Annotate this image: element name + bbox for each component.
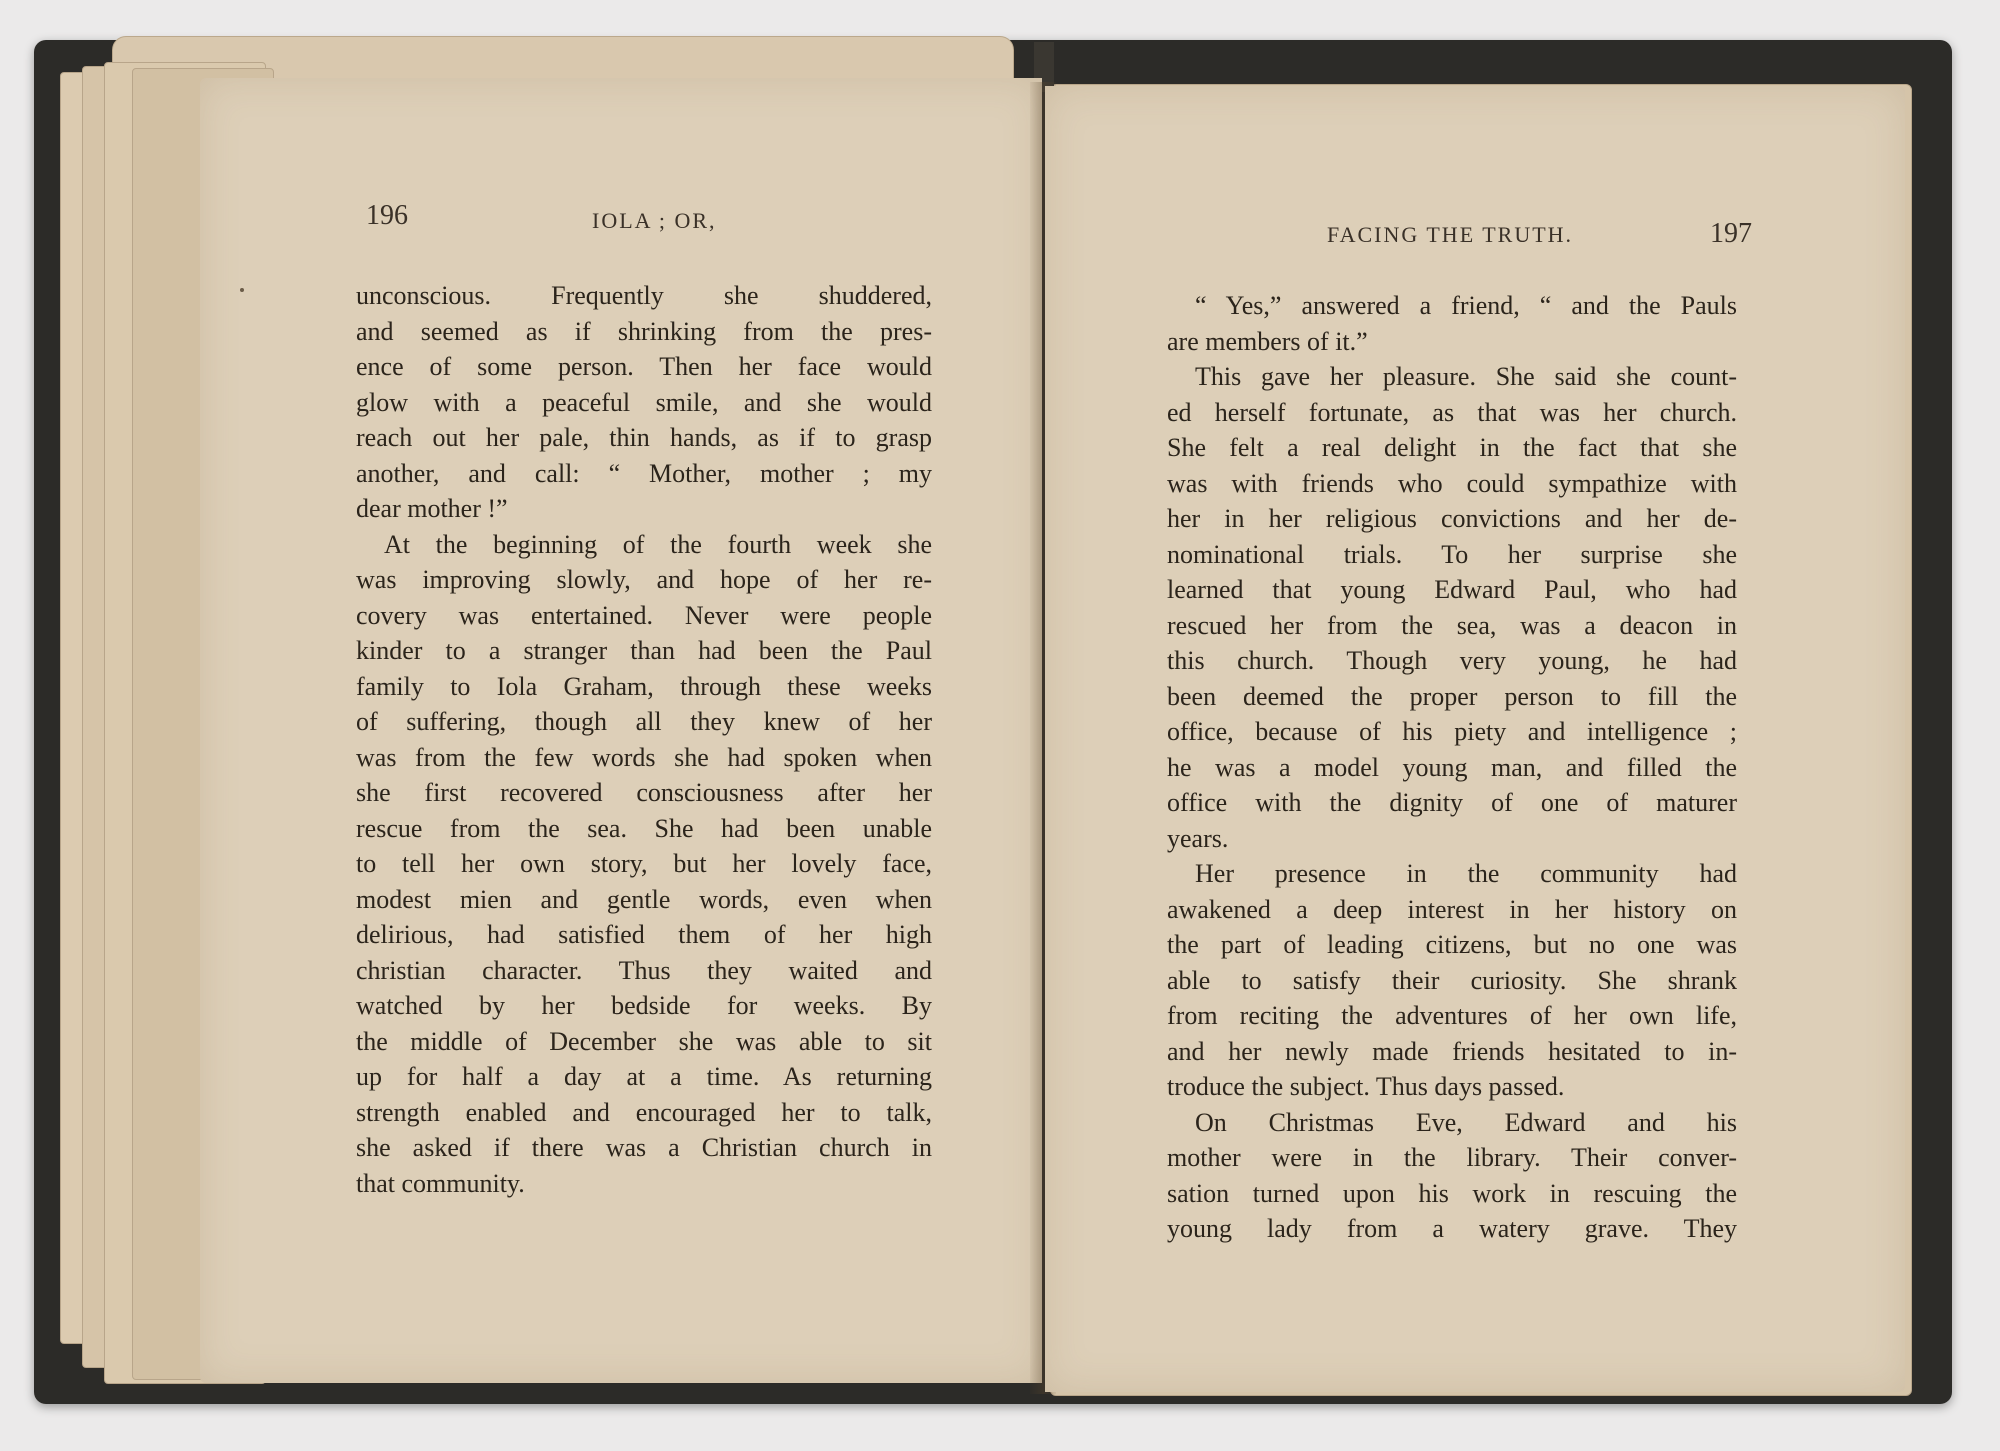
text-line: the part of leading citizens, but no one was: [1167, 930, 1737, 959]
text-line: ed herself fortunate, as that was her church.: [1167, 397, 1737, 427]
text-line: nominational trials. To her surprise she: [1167, 539, 1737, 569]
text-line: “ Yes,” answered a friend, “ and the Pauls: [1195, 291, 1737, 320]
text-line: family to Iola Graham, through these weeks: [356, 671, 932, 701]
text-line: was improving slowly, and hope of her re-: [356, 565, 932, 594]
text-line: Her presence in the community had: [1195, 859, 1737, 888]
text-line: awakened a deep interest in her history on: [1167, 894, 1737, 924]
text-line: reach out her pale, thin hands, as if to grasp: [356, 423, 932, 452]
text-line: she first recovered consciousness after her: [356, 778, 932, 807]
text-line: this church. Though very young, he had: [1167, 646, 1737, 675]
text-line: of suffering, though all they knew of her: [356, 707, 932, 736]
text-line: modest mien and gentle words, even when: [356, 884, 932, 914]
text-line: was with friends who could sympathize with: [1167, 468, 1737, 498]
text-line: strength enabled and encouraged her to talk,: [356, 1097, 932, 1127]
text-line: from reciting the adventures of her own life,: [1167, 1001, 1737, 1030]
text-line: At the beginning of the fourth week she: [384, 529, 932, 559]
text-line: been deemed the proper person to fill the: [1167, 681, 1737, 711]
text-line: covery was entertained. Never were people: [356, 600, 932, 630]
left-page: [200, 78, 1042, 1383]
text-line: troduce the subject. Thus days passed.: [1167, 1072, 1565, 1101]
text-line: christian character. Thus they waited and: [356, 955, 932, 985]
running-head: FACING THE TRUTH.: [1327, 222, 1574, 247]
text-line: young lady from a watery grave. They: [1167, 1214, 1737, 1243]
page-number: 197: [1710, 218, 1752, 249]
text-line: glow with a peaceful smile, and she would: [356, 387, 932, 417]
text-line: She felt a real delight in the fact that she: [1167, 433, 1737, 462]
text-line: learned that young Edward Paul, who had: [1167, 575, 1737, 604]
speck: [240, 288, 244, 292]
text-line: and her newly made friends hesitated to in-: [1167, 1036, 1737, 1066]
text-line: up for half a day at a time. As returning: [356, 1062, 932, 1091]
text-line: years.: [1167, 823, 1229, 853]
page-number: 196: [366, 200, 408, 231]
text-line: able to satisfy their curiosity. She shrank: [1167, 965, 1737, 995]
text-line: and seemed as if shrinking from the pres-: [356, 316, 932, 346]
text-line: to tell her own story, but her lovely face,: [356, 849, 932, 878]
text-line: another, and call: “ Mother, mother ; my: [356, 458, 932, 488]
running-head: IOLA ; OR,: [592, 208, 717, 233]
text-line: office, because of his piety and intelligence ;: [1167, 717, 1737, 746]
text-line: are members of it.”: [1167, 326, 1368, 356]
text-line: ence of some person. Then her face would: [356, 352, 932, 381]
right-page: [1045, 86, 1905, 1392]
text-line: This gave her pleasure. She said she count-: [1195, 362, 1737, 391]
text-line: she asked if there was a Christian church in: [356, 1133, 932, 1162]
text-line: delirious, had satisfied them of her high: [356, 920, 932, 949]
text-line: On Christmas Eve, Edward and his: [1195, 1107, 1737, 1137]
text-line: watched by her bedside for weeks. By: [356, 991, 932, 1020]
text-line: he was a model young man, and filled the: [1167, 752, 1737, 782]
text-line: rescued her from the sea, was a deacon in: [1167, 610, 1737, 640]
body-text: [356, 278, 932, 1201]
text-line: mother were in the library. Their conver-: [1167, 1143, 1737, 1172]
text-line: office with the dignity of one of maturer: [1167, 788, 1737, 817]
text-line: unconscious. Frequently she shuddered,: [356, 281, 932, 310]
text-line: rescue from the sea. She had been unable: [356, 813, 932, 843]
body-text: [1167, 288, 1737, 1247]
text-line: dear mother !”: [356, 494, 508, 523]
text-line: her in her religious convictions and her de-: [1167, 504, 1737, 533]
text-line: the middle of December she was able to sit: [356, 1026, 932, 1056]
text-line: that community.: [356, 1168, 525, 1198]
text-line: was from the few words she had spoken when: [356, 742, 932, 772]
text-line: kinder to a stranger than had been the Paul: [356, 636, 932, 665]
text-line: sation turned upon his work in rescuing the: [1167, 1178, 1737, 1208]
